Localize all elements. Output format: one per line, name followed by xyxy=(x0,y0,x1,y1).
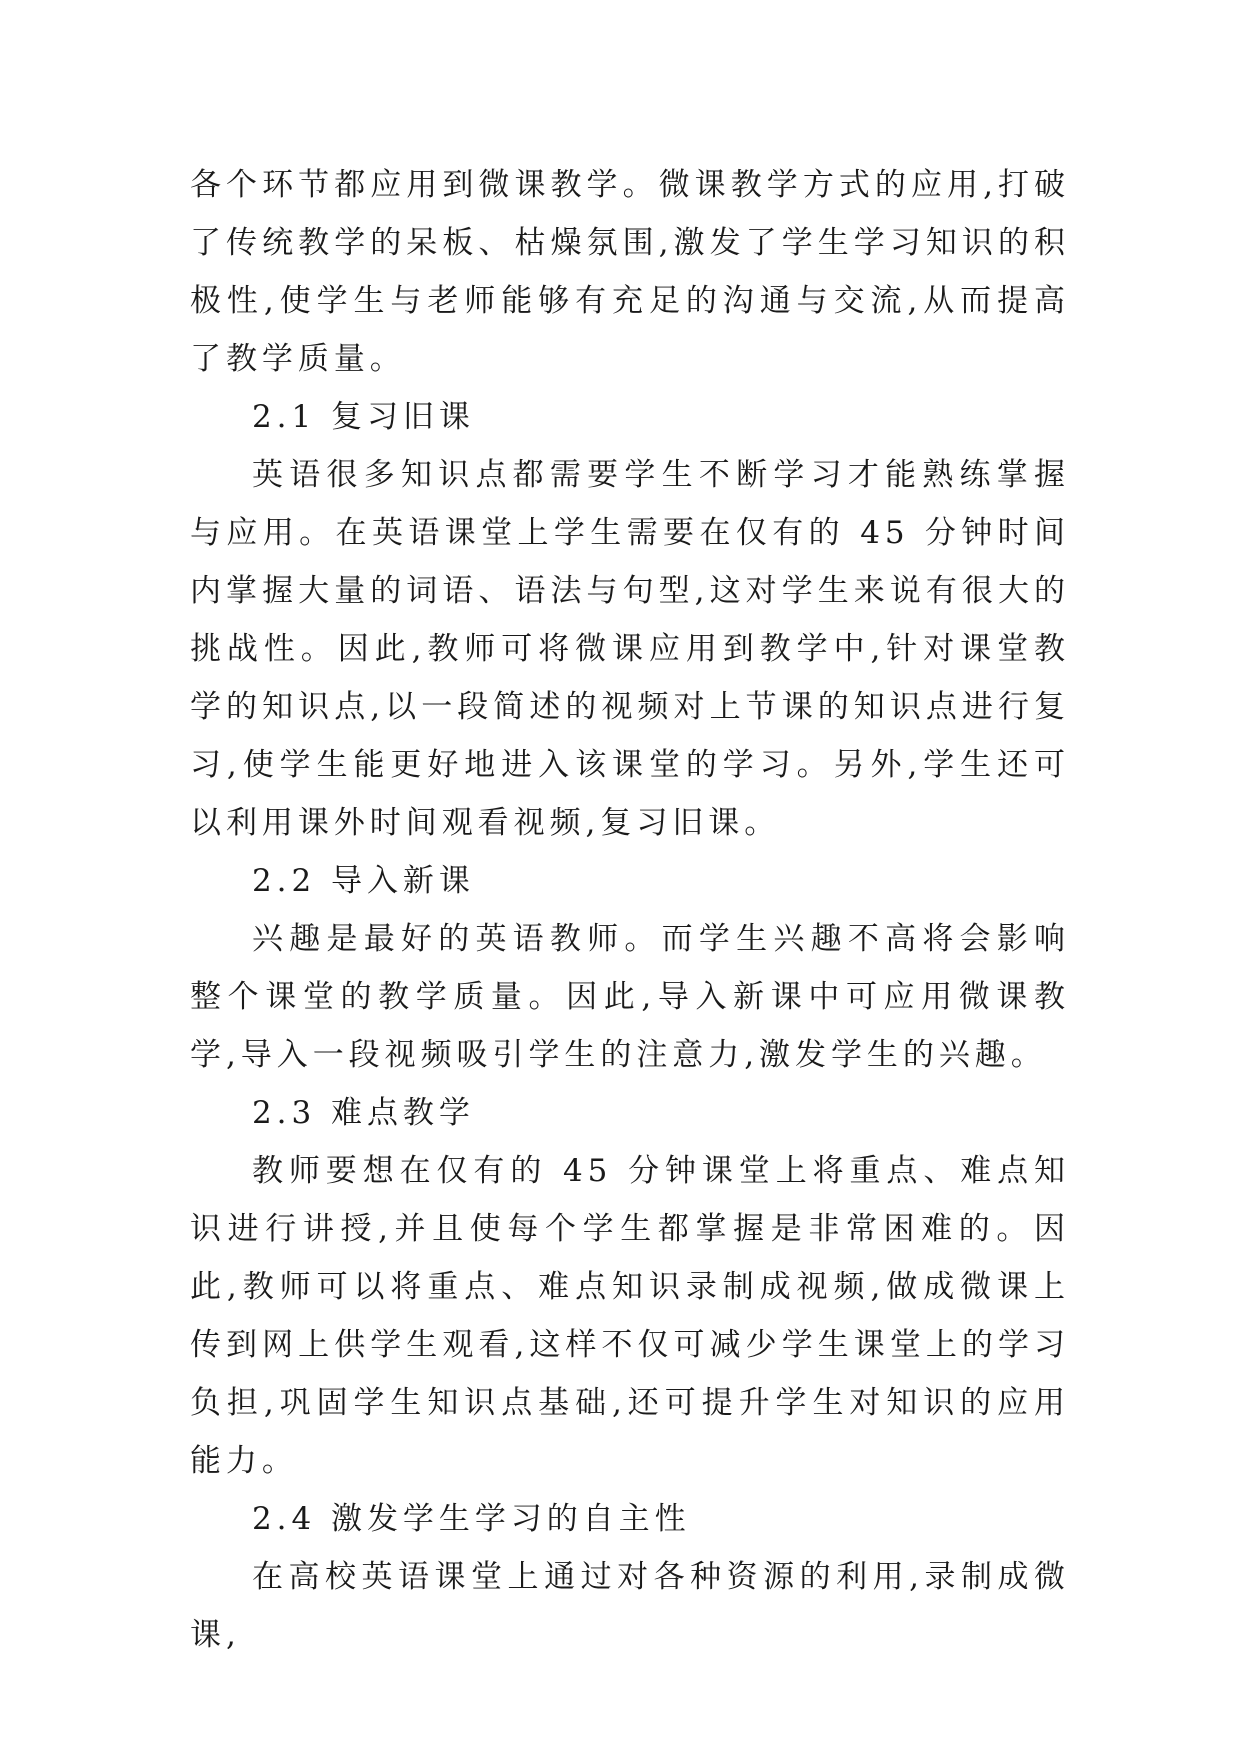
document-body xyxy=(190,156,1070,1664)
section-heading-2-3: 2.3 难点教学 xyxy=(252,1095,475,1131)
paragraph-introduce-new-lessons: 兴趣是最好的英语教师。而学生兴趣不高将会影响整个课堂的教学质量。因此,导入新课中可应用微课教学,导入一段视频吸引学生的注意力,激发学生的兴趣。 xyxy=(190,921,1070,1073)
paragraph-student-autonomy: 在高校英语课堂上通过对各种资源的利用,录制成微课, xyxy=(190,1559,1070,1653)
section-heading-2-1: 2.1 复习旧课 xyxy=(252,399,475,435)
paragraph-continuation: 各个环节都应用到微课教学。微课教学方式的应用,打破了传统教学的呆板、枯燥氛围,激发了学生学习知识的积极性,使学生与老师能够有充足的沟通与交流,从而提高了教学质量。 xyxy=(190,167,1070,377)
section-heading-2-2: 2.2 导入新课 xyxy=(252,863,475,899)
paragraph-difficult-points: 教师要想在仅有的 45 分钟课堂上将重点、难点知识进行讲授,并且使每个学生都掌握是非常困难的。因此,教师可以将重点、难点知识录制成视频,做成微课上传到网上供学生观看,这样不仅可减少学生课堂上的学习负担,巩固学生知识点基础,还可提升学生对知识的应用能力。 xyxy=(190,1153,1070,1479)
paragraph-review-old-lessons: 英语很多知识点都需要学生不断学习才能熟练掌握与应用。在英语课堂上学生需要在仅有的 45 分钟时间内掌握大量的词语、语法与句型,这对学生来说有很大的挑战性。因此,教师可将微课应用到教学中,针对课堂教学的知识点,以一段简述的视频对上节课的知识点进行复习,使学生能更好地进入该课堂的学习。另外,学生还可以利用课外时间观看视频,复习旧课。 xyxy=(190,457,1070,841)
section-heading-2-4: 2.4 激发学生学习的自主性 xyxy=(252,1501,691,1537)
